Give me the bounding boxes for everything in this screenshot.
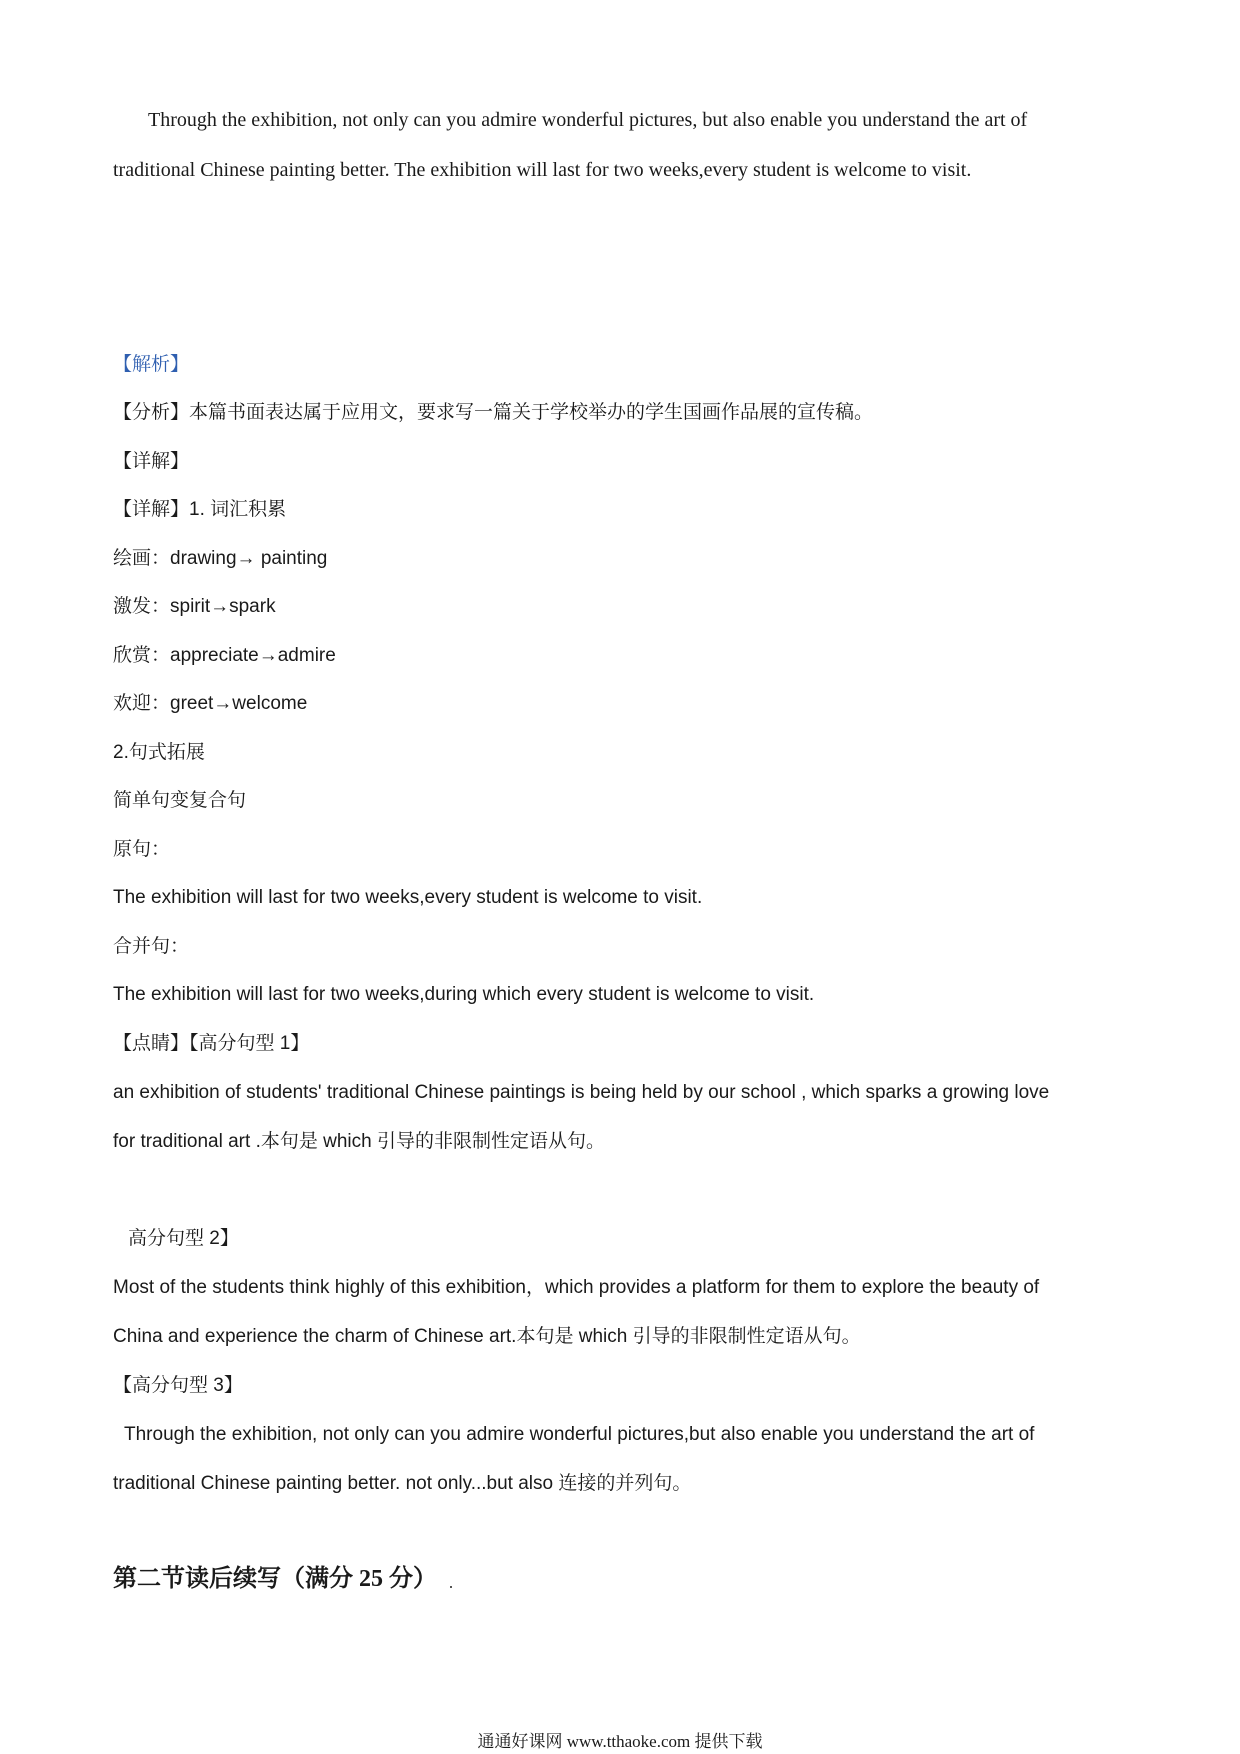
highlight-2-line-2: China and experience the charm of Chinese art.本句是 which 引导的非限制性定语从句。	[113, 1326, 861, 1347]
combined-label: 合并句：	[113, 936, 190, 957]
highlight-3-label: 【高分句型 3】	[113, 1375, 243, 1396]
stray-dot	[450, 1586, 452, 1588]
page-footer: 通通好课网 www.tthaoke.com 提供下载	[477, 1732, 763, 1751]
analysis-fenxi: 【分析】本篇书面表达属于应用文，要求写一篇关于学校举办的学生国画作品展的宣传稿。	[113, 402, 874, 423]
section-title: 第二节读后续写（满分 25 分）	[113, 1566, 437, 1592]
intro-line-1: Through the exhibition, not only can you admire wonderful pictures, but also enable you understand the art of	[148, 109, 1028, 131]
vocab-item: 欢迎：greet→welcome	[113, 693, 308, 714]
analysis-tag: 【解析】	[113, 354, 190, 375]
highlight-3-line-1: Through the exhibition, not only can you admire wonderful pictures,but also enable you understand the art of	[124, 1424, 1035, 1445]
highlight-2-line-1: Most of the students think highly of this exhibition，which provides a platform for them to explore the beauty of	[113, 1277, 1040, 1298]
combined-sentence: The exhibition will last for two weeks,during which every student is welcome to visit.	[113, 984, 815, 1005]
highlight-1-line-2: for traditional art .本句是 which 引导的非限制性定语从句。	[113, 1131, 605, 1152]
analysis-vocab-heading: 【详解】1. 词汇积累	[113, 499, 287, 520]
highlight-1-label: 【点睛】【高分句型 1】	[113, 1033, 310, 1054]
highlight-3-line-2: traditional Chinese painting better. not only...but also 连接的并列句。	[113, 1473, 692, 1494]
vocab-item: 绘画：drawing→ painting	[113, 548, 328, 569]
sentence-type: 简单句变复合句	[113, 790, 247, 811]
sentence-title: 2.句式拓展	[113, 742, 205, 763]
intro-line-2: traditional Chinese painting better. The exhibition will last for two weeks,every student is welcome to visit.	[113, 159, 972, 181]
original-sentence: The exhibition will last for two weeks,every student is welcome to visit.	[113, 887, 703, 908]
original-label: 原句：	[113, 839, 171, 860]
vocab-item: 欣赏：appreciate→admire	[113, 645, 336, 666]
highlight-2-label: 高分句型 2】	[128, 1228, 239, 1249]
vocab-item: 激发：spirit→spark	[113, 596, 276, 617]
analysis-xiangjie: 【详解】	[113, 451, 190, 472]
highlight-1-line-1: an exhibition of students' traditional Chinese paintings is being held by our school , which sparks a growing love	[113, 1082, 1050, 1103]
